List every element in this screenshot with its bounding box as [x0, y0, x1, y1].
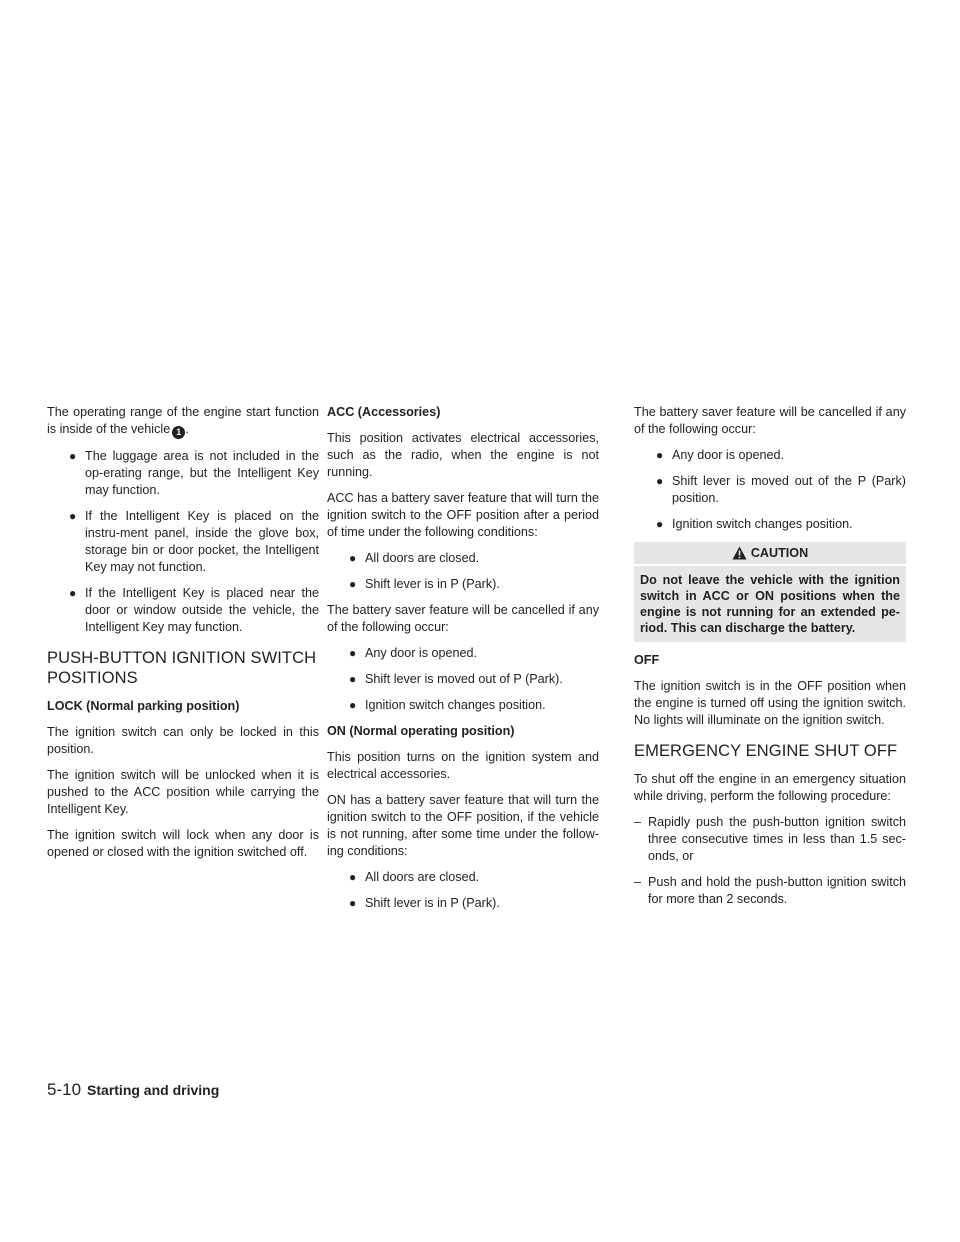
- bullet-item: [327, 550, 599, 567]
- bullet-item: [327, 671, 599, 688]
- bullet-text: Ignition switch changes position.: [365, 698, 546, 712]
- dash-mark: –: [634, 875, 642, 889]
- step-text: Rapidly push the push-button ignition switch three consecutive times in less than 1.5 sec-onds, or: [648, 815, 906, 863]
- on-paragraph: ON has a battery saver feature that will turn the ignition switch to the OFF position, if the vehicle is not running, after some time under the follow-ing conditions:: [327, 793, 599, 858]
- on-paragraph: This position turns on the ignition system and electrical accessories.: [327, 750, 599, 781]
- bullet-item: [327, 697, 599, 714]
- bullet-text: Shift lever is moved out of the P (Park) position.: [672, 474, 906, 505]
- bullet-text: All doors are closed.: [365, 870, 480, 884]
- caution-label: CAUTION: [750, 545, 809, 560]
- caution-text: Do not leave the vehicle with the ignition switch in ACC or ON positions when the engine is not running for an extended pe-riod. This can discharge the battery.: [634, 566, 906, 642]
- bullet-dot-icon: ●: [349, 646, 357, 660]
- bullet-text: If the Intelligent Key is placed near the door or window outside the vehicle, the Intelligent Key may function.: [85, 586, 319, 634]
- saver-paragraph: The battery saver feature will be cancelled if any of the following occur:: [634, 405, 906, 436]
- bullet-item: [47, 508, 319, 576]
- procedure-step: [634, 874, 906, 908]
- bullet-item: [47, 585, 319, 636]
- acc-paragraph: ACC has a battery saver feature that will turn the ignition switch to the OFF position after a period of time under the following conditions:: [327, 491, 599, 539]
- callout-marker: 1: [172, 426, 185, 439]
- off-paragraph: The ignition switch is in the OFF position when the engine is turned off using the ignition switch. No lights will illuminate on the ignition switch.: [634, 679, 906, 727]
- column-2: [327, 404, 599, 921]
- bullet-text: Ignition switch changes position.: [672, 517, 853, 531]
- page-footer: [47, 1080, 219, 1100]
- bullet-text: Any door is opened.: [672, 448, 785, 462]
- bullet-item: [327, 576, 599, 593]
- bullet-item: [327, 645, 599, 662]
- bullet-item: [634, 473, 906, 507]
- bullet-item: [327, 895, 599, 912]
- procedure-step: [634, 814, 906, 865]
- bullet-text: Any door is opened.: [365, 646, 478, 660]
- off-heading: OFF: [634, 653, 660, 667]
- section-title-ignition-positions: PUSH-BUTTON IGNITION SWITCH POSITIONS: [47, 649, 317, 687]
- bullet-item: [634, 516, 906, 533]
- bullet-dot-icon: ●: [656, 517, 664, 531]
- bullet-text: Shift lever is in P (Park).: [365, 577, 500, 591]
- bullet-item: [327, 869, 599, 886]
- warning-triangle-icon: [732, 546, 747, 560]
- intro-text: The operating range of the engine start function is inside of the vehicle: [47, 405, 319, 436]
- bullet-dot-icon: ●: [349, 577, 357, 591]
- column-1: [47, 404, 319, 870]
- section-title-emergency: EMERGENCY ENGINE SHUT OFF: [634, 742, 898, 760]
- emergency-paragraph: To shut off the engine in an emergency situation while driving, perform the following procedure:: [634, 772, 906, 803]
- chapter-title: Starting and driving: [87, 1082, 220, 1098]
- bullet-text: Shift lever is in P (Park).: [365, 896, 500, 910]
- bullet-dot-icon: ●: [349, 551, 357, 565]
- lock-paragraph: The ignition switch can only be locked in this position.: [47, 725, 319, 756]
- bullet-text: The luggage area is not included in the op-erating range, but the Intelligent Key may function.: [85, 449, 319, 497]
- bullet-dot-icon: ●: [656, 448, 664, 462]
- dash-mark: –: [634, 815, 642, 829]
- caution-header: [634, 542, 906, 564]
- bullet-dot-icon: ●: [349, 672, 357, 686]
- lock-paragraph: The ignition switch will be unlocked when it is pushed to the ACC position while carrying the Intelligent Key.: [47, 768, 319, 816]
- lock-paragraph: The ignition switch will lock when any door is opened or closed with the ignition switched off.: [47, 828, 319, 859]
- page-number: 5-10: [47, 1080, 82, 1099]
- bullet-dot-icon: ●: [656, 474, 664, 488]
- bullet-dot-icon: ●: [349, 870, 357, 884]
- bullet-text: Shift lever is moved out of P (Park).: [365, 672, 563, 686]
- bullet-text: If the Intelligent Key is placed on the instru-ment panel, inside the glove box, storage bin or door pocket, the Intelligent Key may not function.: [85, 509, 319, 574]
- intro-paragraph: [47, 404, 319, 439]
- column-3: [634, 404, 906, 917]
- on-heading: ON (Normal operating position): [327, 724, 515, 738]
- bullet-item: [634, 447, 906, 464]
- bullet-dot-icon: ●: [349, 896, 357, 910]
- acc-paragraph: The battery saver feature will be cancelled if any of the following occur:: [327, 603, 599, 634]
- bullet-text: All doors are closed.: [365, 551, 480, 565]
- bullet-dot-icon: ●: [69, 509, 77, 523]
- lock-heading: LOCK (Normal parking position): [47, 699, 240, 713]
- acc-paragraph: This position activates electrical accessories, such as the radio, when the engine is not running.: [327, 431, 599, 479]
- bullet-dot-icon: ●: [69, 449, 77, 463]
- bullet-dot-icon: ●: [349, 698, 357, 712]
- bullet-dot-icon: ●: [69, 586, 77, 600]
- bullet-item: [47, 448, 319, 499]
- step-text: Push and hold the push-button ignition switch for more than 2 seconds.: [648, 875, 906, 906]
- intro-end: .: [185, 422, 189, 436]
- acc-heading: ACC (Accessories): [327, 405, 441, 419]
